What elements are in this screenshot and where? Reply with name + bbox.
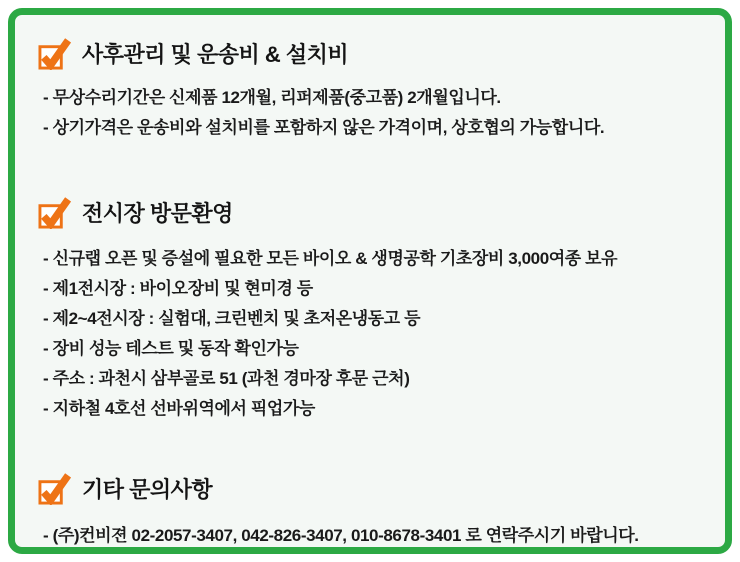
notice-panel: [8, 8, 732, 554]
section-heading: [15, 37, 725, 70]
checkbox-checked-icon: [38, 472, 71, 505]
section-heading: [15, 196, 725, 229]
bullet-item: - 신규랩 오픈 및 증설에 필요한 모든 바이오 & 생명공학 기초장비 3,000여종 보유: [43, 249, 618, 268]
bullet-list: [15, 521, 725, 551]
bullet-list: [15, 244, 725, 424]
bullet-item: - 제2~4전시장 : 실험대, 크린벤치 및 초저온냉동고 등: [43, 309, 421, 328]
section-title: 기타 문의사항: [82, 477, 213, 502]
section-showroom: [15, 196, 725, 424]
bullet-item: - 상기가격은 운송비와 설치비를 포함하지 않은 가격이며, 상호협의 가능합니다.: [43, 118, 605, 137]
section-title: 사후관리 및 운송비 & 설치비: [82, 42, 349, 67]
checkbox-checked-icon: [38, 37, 71, 70]
bullet-item: - 제1전시장 : 바이오장비 및 현미경 등: [43, 279, 313, 298]
bullet-item: - 지하철 4호선 선바위역에서 픽업가능: [43, 399, 315, 418]
bullet-list: [15, 83, 725, 143]
section-contact: [15, 472, 725, 551]
bullet-item: - 주소 : 과천시 삼부골로 51 (과천 경마장 후문 근처): [43, 369, 410, 388]
section-after-sales: [15, 37, 725, 143]
bullet-item contact-line: - (주)컨비젼 02-2057-3407, 042-826-3407, 010-8678-3401 로 연락주시기 바랍니다.: [43, 526, 639, 545]
checkbox-checked-icon: [38, 196, 71, 229]
bullet-item: - 장비 성능 테스트 및 동작 확인가능: [43, 339, 299, 358]
section-heading: [15, 472, 725, 505]
section-title: 전시장 방문환영: [82, 201, 233, 226]
bullet-item: - 무상수리기간은 신제품 12개월, 리퍼제품(중고품) 2개월입니다.: [43, 88, 501, 107]
